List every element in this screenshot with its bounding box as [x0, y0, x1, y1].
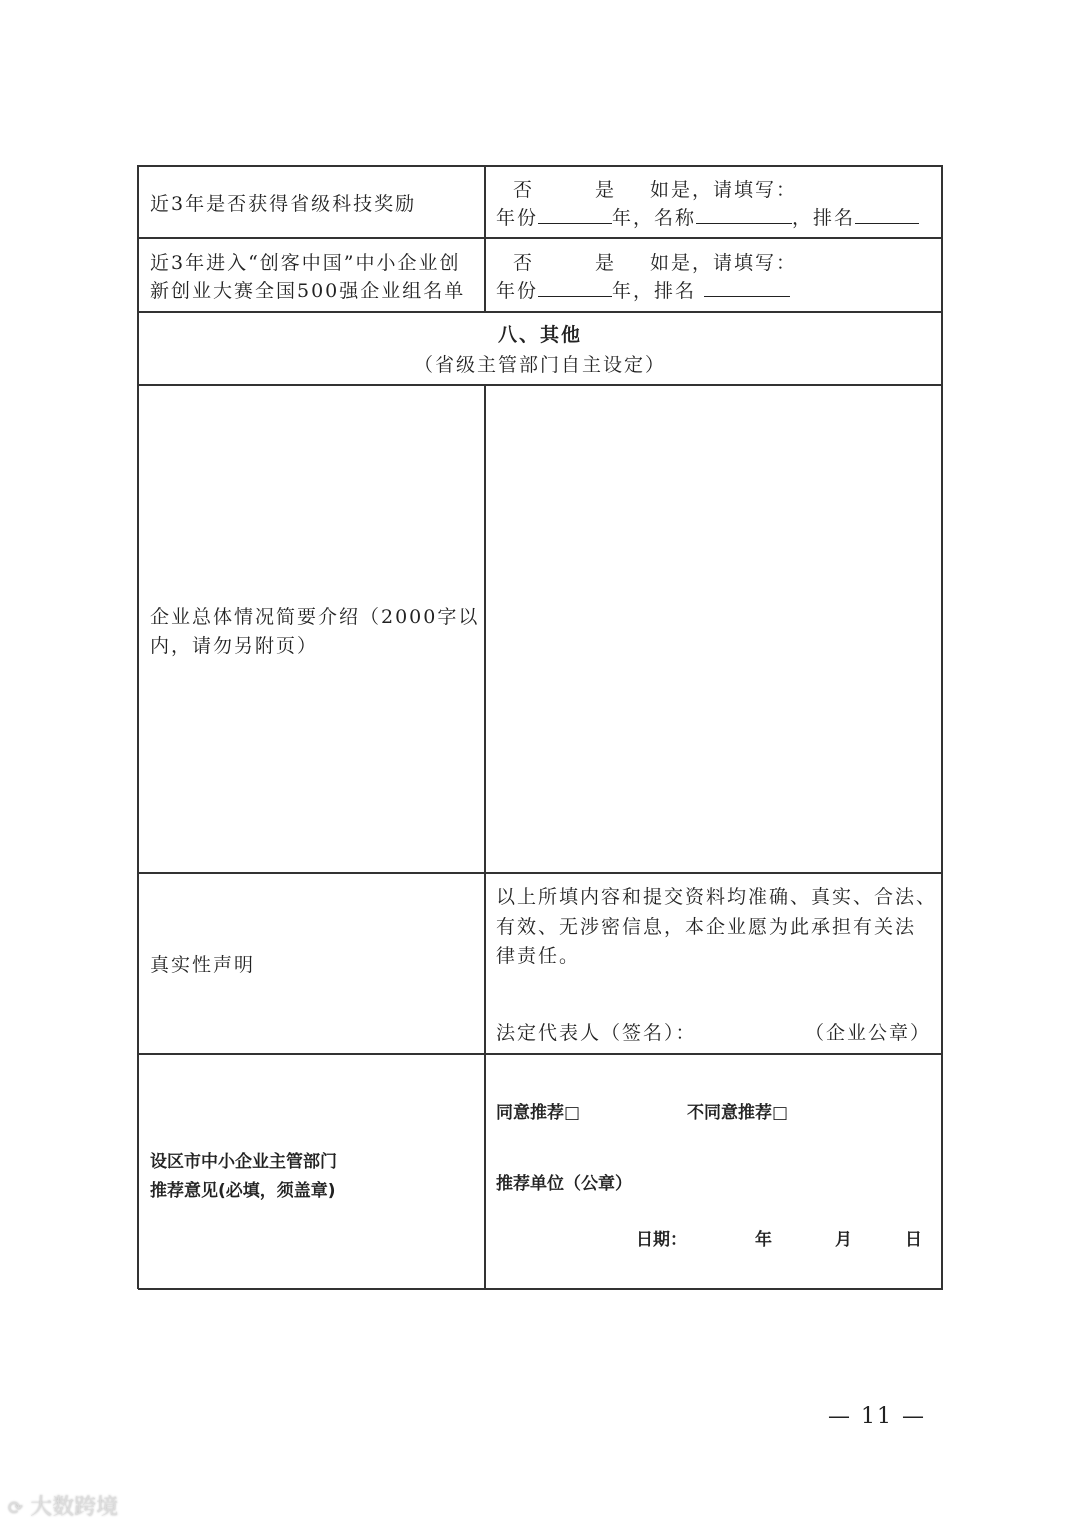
award-label: 近3年是否获得省级科技奖励 [150, 193, 417, 215]
declaration-label: 真实性声明 [150, 954, 256, 976]
intro-label-2: 内，请勿另附页） [150, 635, 319, 657]
row-divider [138, 872, 943, 874]
maker-fill-line [496, 276, 790, 303]
recommend-label-2: 推荐意见(必填，须盖章) [150, 1181, 336, 1201]
maker-year-label: 年份 [496, 280, 539, 302]
table-border [138, 1288, 943, 1290]
maker-option-no[interactable]: 否 [513, 252, 535, 274]
award-option-no[interactable]: 否 [513, 179, 535, 201]
column-divider [484, 384, 486, 1289]
award-if-yes: 如是，请填写： [650, 179, 798, 201]
award-year-label: 年份 [496, 207, 539, 229]
maker-if-yes: 如是，请填写： [650, 252, 798, 274]
maker-option-yes[interactable]: 是 [595, 252, 617, 274]
date-year: 年 [755, 1230, 772, 1250]
declaration-text-3: 律责任。 [496, 945, 581, 967]
date-month: 月 [835, 1230, 852, 1250]
award-rank-input[interactable] [855, 205, 919, 224]
maker-label-2: 新创业大赛全国500强企业组名单 [150, 280, 466, 302]
column-divider [484, 165, 486, 311]
recommend-unit: 推荐单位（公章） [496, 1174, 632, 1194]
watermark-text: 大数跨境 [30, 1495, 119, 1520]
row-divider [138, 237, 943, 239]
disagree-checkbox[interactable]: 不同意推荐□ [687, 1103, 789, 1123]
date-day: 日 [905, 1230, 922, 1250]
signer-label: 法定代表人（签名）： [496, 1022, 697, 1044]
award-fill-line [496, 203, 919, 230]
intro-input-area[interactable] [487, 386, 940, 871]
maker-year-input[interactable] [538, 278, 612, 297]
award-year-input[interactable] [538, 205, 612, 224]
table-border [138, 165, 943, 167]
seal-label: （企业公章） [805, 1022, 932, 1044]
section-subtitle: （省级主管部门自主设定） [413, 354, 666, 376]
intro-label-1: 企业总体情况简要介绍（2000字以 [150, 606, 480, 628]
row-divider [138, 1053, 943, 1055]
row-divider [138, 311, 943, 313]
watermark-logo: ⟳ 大数跨境 [8, 1495, 119, 1520]
award-option-yes[interactable]: 是 [595, 179, 617, 201]
award-name-input[interactable] [696, 205, 792, 224]
declaration-text-2: 有效、无涉密信息，本企业愿为此承担有关法 [496, 916, 917, 938]
maker-rank-label: 年，排名 [612, 280, 697, 302]
award-rank-label: ，排名 [792, 207, 856, 229]
maker-label-1: 近3年进入“创客中国”中小企业创 [150, 252, 461, 274]
award-name-label: 年，名称 [612, 207, 697, 229]
page-number: — 11 — [828, 1404, 926, 1429]
recommend-label-1: 设区市中小企业主管部门 [150, 1152, 337, 1172]
maker-rank-input[interactable] [704, 278, 790, 297]
agree-checkbox[interactable]: 同意推荐□ [496, 1103, 581, 1123]
declaration-text-1: 以上所填内容和提交资料均准确、真实、合法、 [496, 886, 938, 908]
section-title: 八、其他 [497, 324, 582, 346]
date-label: 日期： [636, 1230, 687, 1250]
